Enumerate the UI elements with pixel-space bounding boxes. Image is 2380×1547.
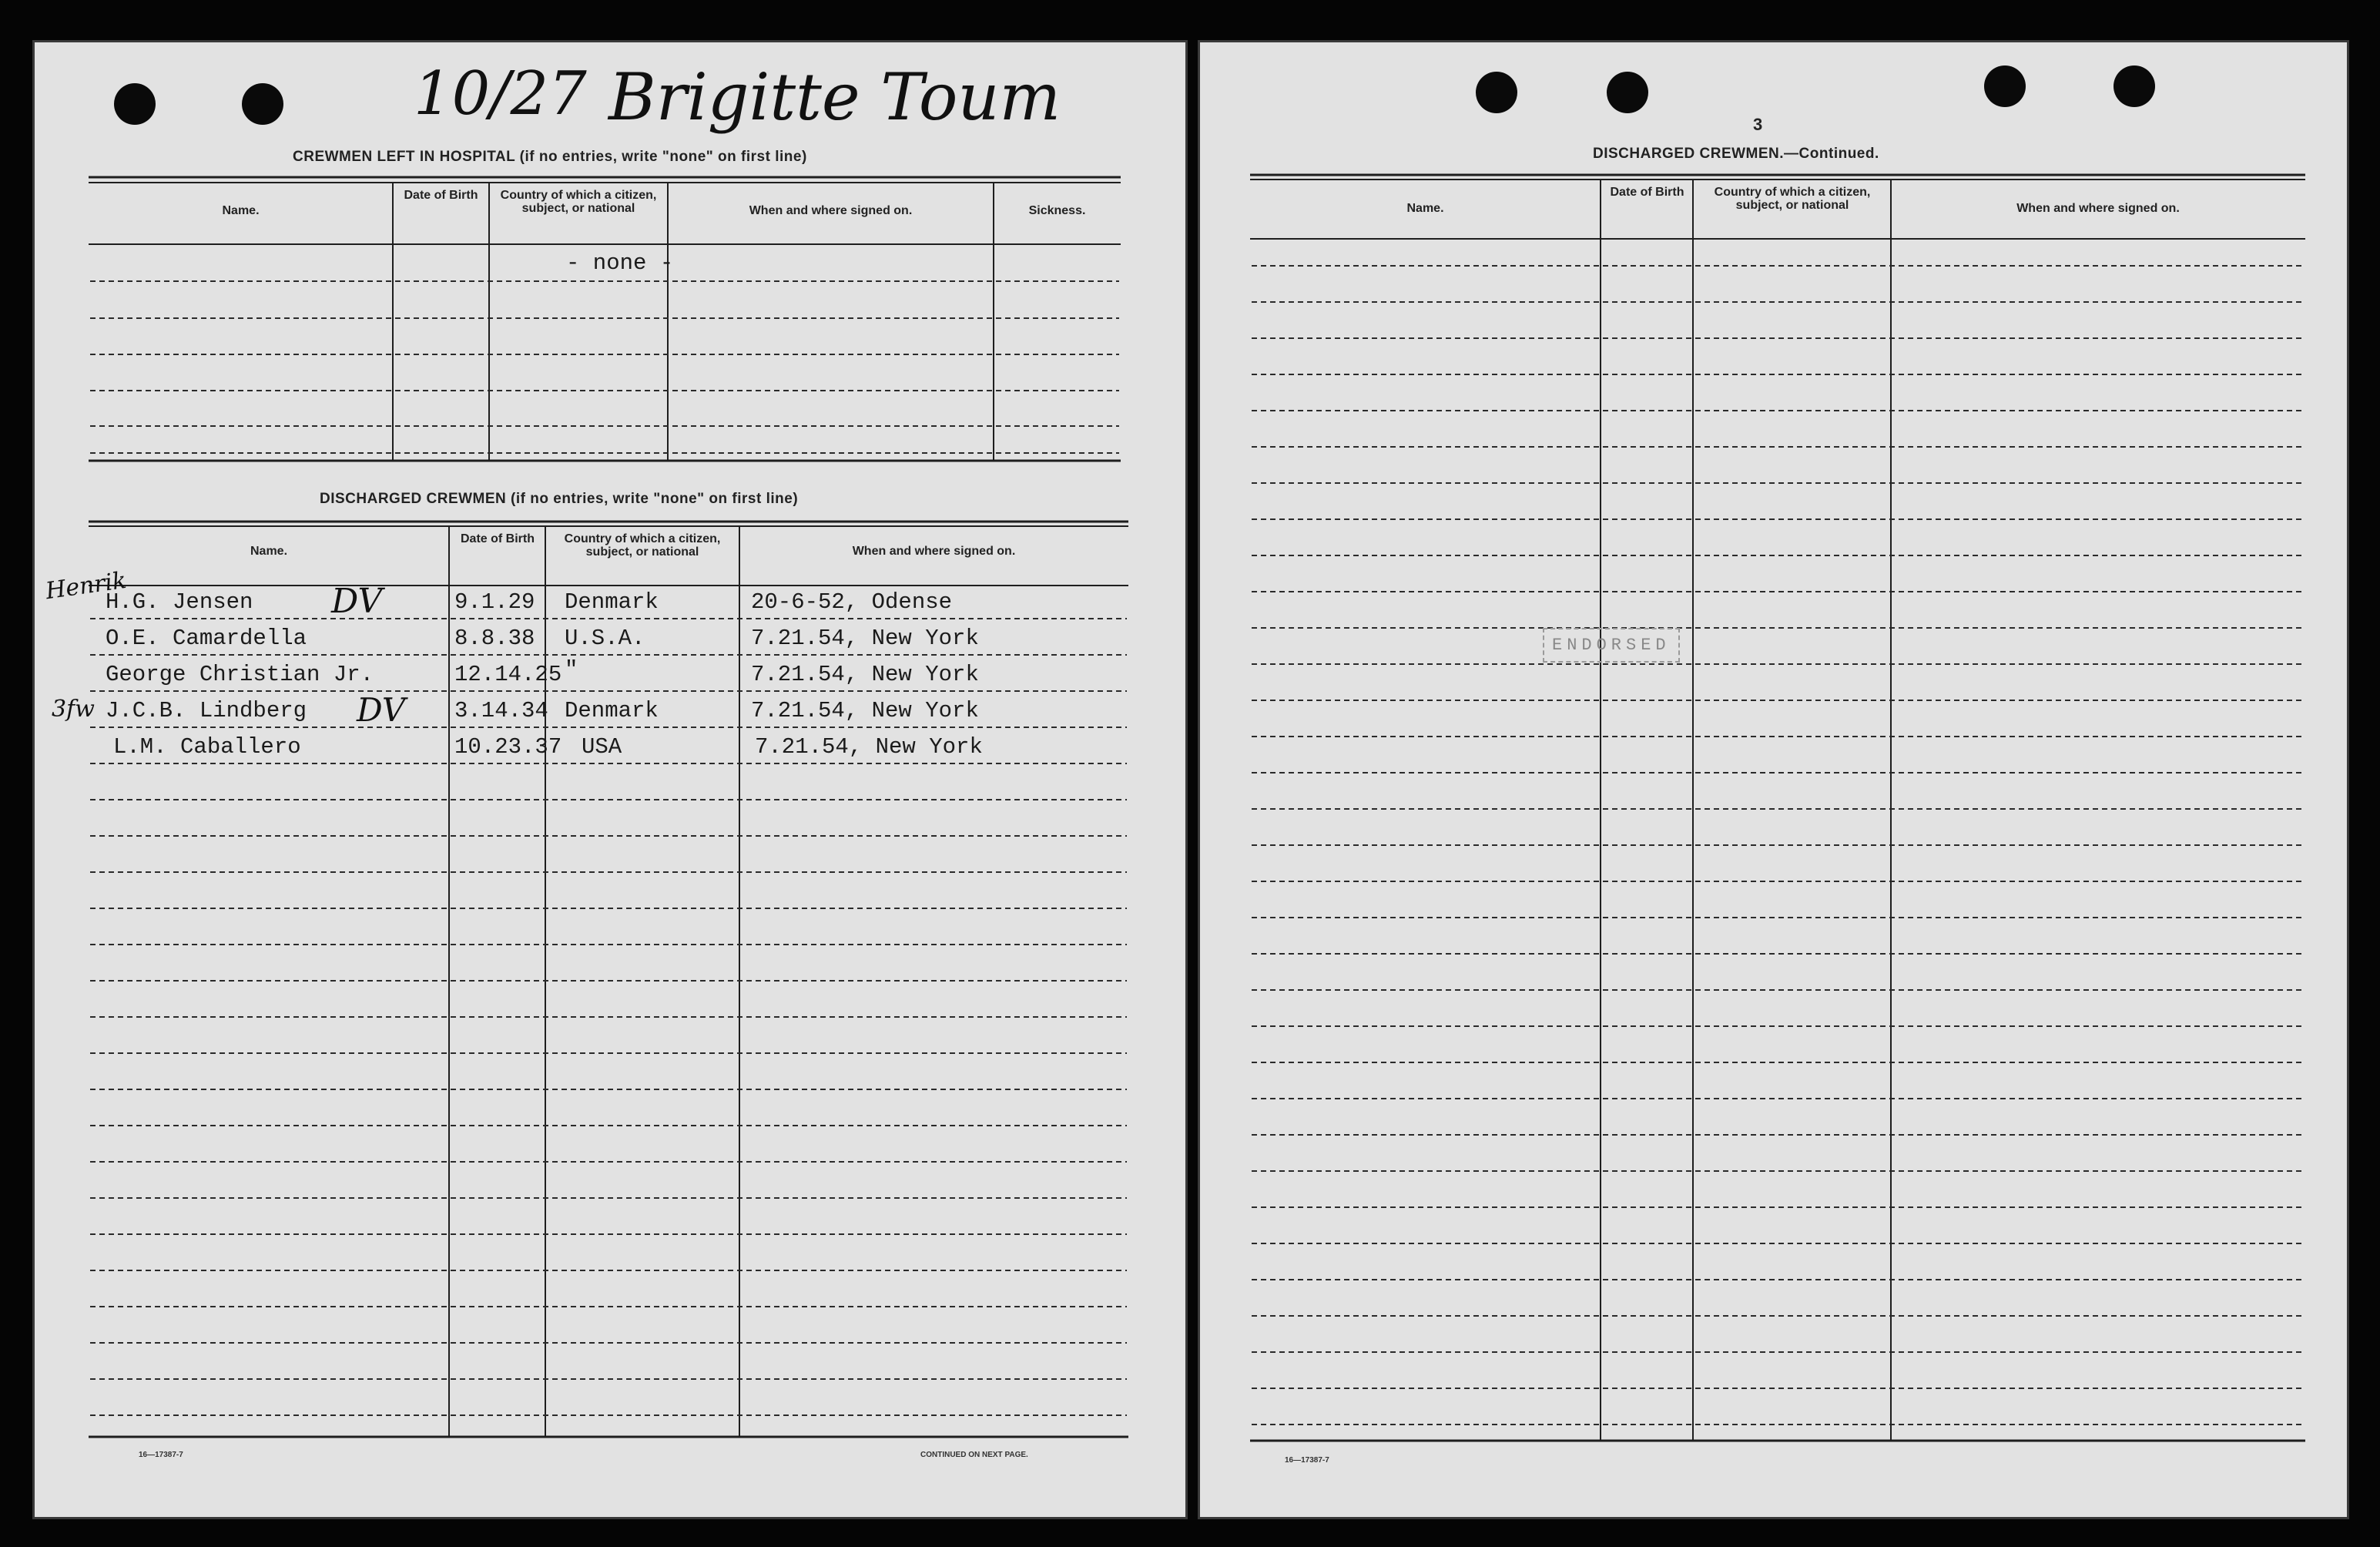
faded-stamp: ENDORSED bbox=[1543, 628, 1680, 663]
crew-country: Denmark bbox=[565, 589, 659, 615]
crew-name: J.C.B. Lindberg bbox=[106, 698, 307, 723]
left-page bbox=[32, 40, 1188, 1519]
form-number-right: 16—17387-7 bbox=[1285, 1456, 1329, 1465]
continued-col-dob: Date of Birth bbox=[1610, 186, 1684, 199]
hospital-col-country: Country of which a citizen, subject, or national bbox=[500, 189, 657, 215]
continued-col-country: Country of which a citizen, subject, or national bbox=[1714, 186, 1871, 212]
discharged-col-name: Name. bbox=[250, 545, 288, 558]
margin-note-3fw: 3fw bbox=[52, 696, 95, 723]
handwritten-mark: DV bbox=[331, 582, 383, 621]
crew-country: U.S.A. bbox=[565, 626, 645, 651]
crew-country: USA bbox=[582, 734, 622, 760]
margin-note-henrik: Henrik bbox=[44, 566, 129, 606]
crew-dob: 8.8.38 bbox=[454, 626, 535, 651]
crew-name: H.G. Jensen bbox=[106, 589, 253, 615]
crew-name: L.M. Caballero bbox=[113, 734, 301, 760]
crew-dob: 3.14.34 bbox=[454, 698, 548, 723]
discharged-col-dob: Date of Birth bbox=[461, 532, 535, 545]
crew-name: O.E. Camardella bbox=[106, 626, 307, 651]
crew-name: George Christian Jr. bbox=[106, 662, 374, 687]
crew-signed-on: 7.21.54, New York bbox=[755, 734, 983, 760]
handwritten-mark: DV bbox=[357, 691, 406, 729]
right-page bbox=[1198, 40, 2349, 1519]
hospital-col-name: Name. bbox=[222, 204, 260, 217]
discharged-continued-heading: DISCHARGED CREWMEN.—Continued. bbox=[1593, 146, 1879, 162]
continued-col-name: Name. bbox=[1406, 202, 1444, 215]
handwritten-date: 10/27 bbox=[414, 59, 587, 129]
crew-dob: 12.14.25 bbox=[454, 662, 562, 687]
crew-country: Denmark bbox=[565, 698, 659, 723]
discharged-col-signed-on: When and where signed on. bbox=[852, 545, 1016, 558]
crew-dob: 10.23.37 bbox=[454, 734, 562, 760]
hospital-col-sickness: Sickness. bbox=[1028, 204, 1086, 217]
hospital-col-signed-on: When and where signed on. bbox=[749, 204, 913, 217]
crew-signed-on: 7.21.54, New York bbox=[751, 662, 979, 687]
page-number: 3 bbox=[1753, 115, 1763, 134]
hospital-col-dob: Date of Birth bbox=[404, 189, 478, 202]
discharged-table-grid bbox=[35, 42, 1190, 1522]
continued-note: CONTINUED ON NEXT PAGE. bbox=[920, 1451, 1028, 1459]
hospital-none-entry: - none - bbox=[566, 250, 674, 276]
discharged-col-country: Country of which a citizen, subject, or national bbox=[564, 532, 721, 559]
discharged-section-heading: DISCHARGED CREWMEN (if no entries, write "none" on first line) bbox=[320, 491, 799, 507]
hospital-section-heading: CREWMEN LEFT IN HOSPITAL (if no entries, write "none" on first line) bbox=[293, 149, 807, 165]
crew-signed-on: 7.21.54, New York bbox=[751, 626, 979, 651]
crew-signed-on: 7.21.54, New York bbox=[751, 698, 979, 723]
form-number-left: 16—17387-7 bbox=[139, 1451, 183, 1459]
continued-table-grid bbox=[1200, 42, 2352, 1522]
continued-col-signed-on: When and where signed on. bbox=[2016, 202, 2180, 215]
crew-dob: 9.1.29 bbox=[454, 589, 535, 615]
handwritten-vessel-name: Brigitte Toum bbox=[608, 59, 1061, 135]
crew-country: " bbox=[565, 657, 578, 683]
crew-signed-on: 20-6-52, Odense bbox=[751, 589, 953, 615]
